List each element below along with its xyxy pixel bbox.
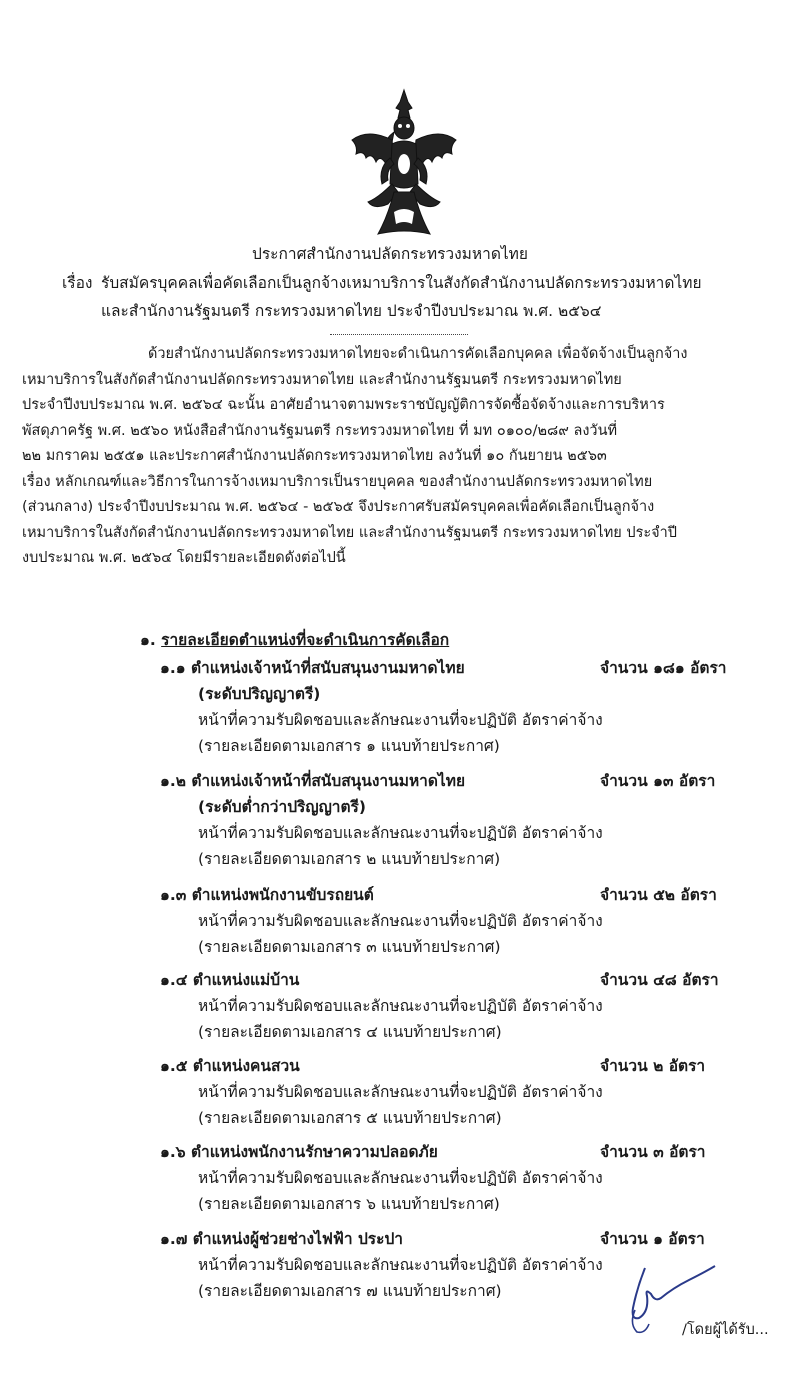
item-duty: หน้าที่ความรับผิดชอบและลักษณะงานที่จะปฏิบัติ อัตราค่าจ้าง bbox=[198, 1083, 603, 1101]
section-heading bbox=[140, 627, 449, 652]
position-item bbox=[160, 1053, 750, 1131]
body-line: ประจำปีงบประมาณ พ.ศ. ๒๕๖๔ ฉะนั้น อาศัยอำนาจตามพระราชบัญญัติการจัดซื้อจัดจ้างและการบริหาร bbox=[22, 397, 665, 413]
body-line: เหมาบริการในสังกัดสำนักงานปลัดกระทรวงมหาดไทย และสำนักงานรัฐมนตรี กระทรวงมหาดไทย ประจำปี bbox=[22, 524, 677, 541]
item-detail: (รายละเอียดตามเอกสาร ๕ แนบท้ายประกาศ) bbox=[198, 1109, 502, 1127]
item-duty: หน้าที่ความรับผิดชอบและลักษณะงานที่จะปฏิบัติ อัตราค่าจ้าง bbox=[198, 711, 603, 729]
subject-label: เรื่อง bbox=[62, 274, 93, 292]
item-number: ๑.๒ bbox=[160, 772, 186, 790]
position-item bbox=[160, 655, 750, 759]
item-title: ตำแหน่งพนักงานรักษาความปลอดภัย bbox=[190, 1143, 438, 1161]
garuda-emblem-graphic bbox=[348, 88, 460, 238]
item-number: ๑.๕ bbox=[160, 1057, 188, 1075]
item-title: ตำแหน่งพนักงานขับรถยนต์ bbox=[191, 886, 374, 904]
item-duty: หน้าที่ความรับผิดชอบและลักษณะงานที่จะปฏิบัติ อัตราค่าจ้าง bbox=[198, 824, 603, 842]
item-level: (ระดับปริญญาตรี) bbox=[198, 685, 321, 703]
body-line: เรื่อง หลักเกณฑ์และวิธีการในการจ้างเหมาบริการเป็นรายบุคคล ของสำนักงานปลัดกระทรวงมหาดไทย bbox=[22, 473, 653, 490]
announcement-title: ประกาศสำนักงานปลัดกระทรวงมหาดไทย bbox=[252, 245, 528, 263]
body-line: ด้วยสำนักงานปลัดกระทรวงมหาดไทยจะดำเนินการคัดเลือกบุคคล เพื่อจัดจ้างเป็นลูกจ้าง bbox=[148, 346, 688, 362]
item-title: ตำแหน่งผู้ช่วยช่างไฟฟ้า ประปา bbox=[192, 1230, 403, 1248]
item-duty: หน้าที่ความรับผิดชอบและลักษณะงานที่จะปฏิบัติ อัตราค่าจ้าง bbox=[198, 997, 603, 1015]
item-level: (ระดับต่ำกว่าปริญญาตรี) bbox=[198, 798, 366, 816]
item-count: จำนวน ๑๓ อัตรา bbox=[600, 772, 716, 790]
position-item bbox=[160, 967, 750, 1045]
item-number: ๑.๖ bbox=[160, 1143, 186, 1161]
item-detail: (รายละเอียดตามเอกสาร ๑ แนบท้ายประกาศ) bbox=[198, 737, 500, 755]
item-title: ตำแหน่งคนสวน bbox=[192, 1057, 300, 1075]
item-duty: หน้าที่ความรับผิดชอบและลักษณะงานที่จะปฏิบัติ อัตราค่าจ้าง bbox=[198, 1256, 603, 1274]
item-duty: หน้าที่ความรับผิดชอบและลักษณะงานที่จะปฏิบัติ อัตราค่าจ้าง bbox=[198, 1169, 603, 1187]
body-line: งบประมาณ พ.ศ. ๒๕๖๔ โดยมีรายละเอียดดังต่อไปนี้ bbox=[22, 550, 346, 566]
item-number: ๑.๑ bbox=[160, 659, 186, 677]
item-title: ตำแหน่งแม่บ้าน bbox=[192, 971, 300, 989]
item-title: ตำแหน่งเจ้าหน้าที่สนับสนุนงานมหาดไทย bbox=[190, 659, 465, 677]
item-count: จำนวน ๓ อัตรา bbox=[600, 1143, 706, 1161]
position-item bbox=[160, 882, 750, 960]
body-line: พัสดุภาครัฐ พ.ศ. ๒๕๖๐ หนังสือสำนักงานรัฐมนตรี กระทรวงมหาดไทย ที่ มท ๐๑๐๐/๒๘๙ ลงวันที่ bbox=[22, 422, 618, 439]
item-detail: (รายละเอียดตามเอกสาร ๒ แนบท้ายประกาศ) bbox=[198, 850, 501, 868]
item-detail: (รายละเอียดตามเอกสาร ๓ แนบท้ายประกาศ) bbox=[198, 938, 501, 956]
body-line: (ส่วนกลาง) ประจำปีงบประมาณ พ.ศ. ๒๕๖๔ - ๒๕๖๕ จึงประกาศรับสมัครบุคคลเพื่อคัดเลือกเป็นลูกจ้าง bbox=[22, 499, 655, 515]
item-number: ๑.๔ bbox=[160, 971, 188, 989]
item-count: จำนวน ๒ อัตรา bbox=[600, 1057, 706, 1075]
item-number: ๑.๓ bbox=[160, 886, 187, 904]
body-line: ๒๒ มกราคม ๒๕๕๑ และประกาศสำนักงานปลัดกระทรวงมหาดไทย ลงวันที่ ๑๐ กันยายน ๒๕๖๓ bbox=[22, 448, 607, 464]
continuation-note: /โดยผู้ได้รับ... bbox=[682, 1322, 769, 1338]
item-duty: หน้าที่ความรับผิดชอบและลักษณะงานที่จะปฏิบัติ อัตราค่าจ้าง bbox=[198, 912, 603, 930]
item-detail: (รายละเอียดตามเอกสาร ๖ แนบท้ายประกาศ) bbox=[198, 1195, 500, 1213]
position-item bbox=[160, 1139, 750, 1217]
item-detail: (รายละเอียดตามเอกสาร ๗ แนบท้ายประกาศ) bbox=[198, 1282, 502, 1300]
item-count: จำนวน ๔๘ อัตรา bbox=[600, 971, 719, 989]
section-title: รายละเอียดตำแหน่งที่จะดำเนินการคัดเลือก bbox=[161, 631, 450, 649]
garuda-emblem bbox=[348, 88, 460, 238]
item-count: จำนวน ๕๒ อัตรา bbox=[600, 886, 717, 904]
item-count: จำนวน ๑ อัตรา bbox=[600, 1230, 705, 1248]
item-count: จำนวน ๑๘๑ อัตรา bbox=[600, 659, 727, 677]
body-line: เหมาบริการในสังกัดสำนักงานปลัดกระทรวงมหาดไทย และสำนักงานรัฐมนตรี กระทรวงมหาดไทย bbox=[22, 371, 622, 388]
subject-line-1: รับสมัครบุคคลเพื่อคัดเลือกเป็นลูกจ้างเหมาบริการในสังกัดสำนักงานปลัดกระทรวงมหาดไทย bbox=[101, 274, 702, 292]
body-paragraph bbox=[22, 342, 762, 572]
item-detail: (รายละเอียดตามเอกสาร ๔ แนบท้ายประกาศ) bbox=[198, 1023, 502, 1041]
subject-line-2: และสำนักงานรัฐมนตรี กระทรวงมหาดไทย ประจำปีงบประมาณ พ.ศ. ๒๕๖๔ bbox=[101, 302, 602, 320]
item-title: ตำแหน่งเจ้าหน้าที่สนับสนุนงานมหาดไทย bbox=[191, 772, 466, 790]
section-number: ๑. bbox=[140, 631, 156, 649]
item-number: ๑.๗ bbox=[160, 1230, 188, 1248]
separator-dotted-line bbox=[330, 334, 468, 335]
position-item bbox=[160, 768, 750, 872]
